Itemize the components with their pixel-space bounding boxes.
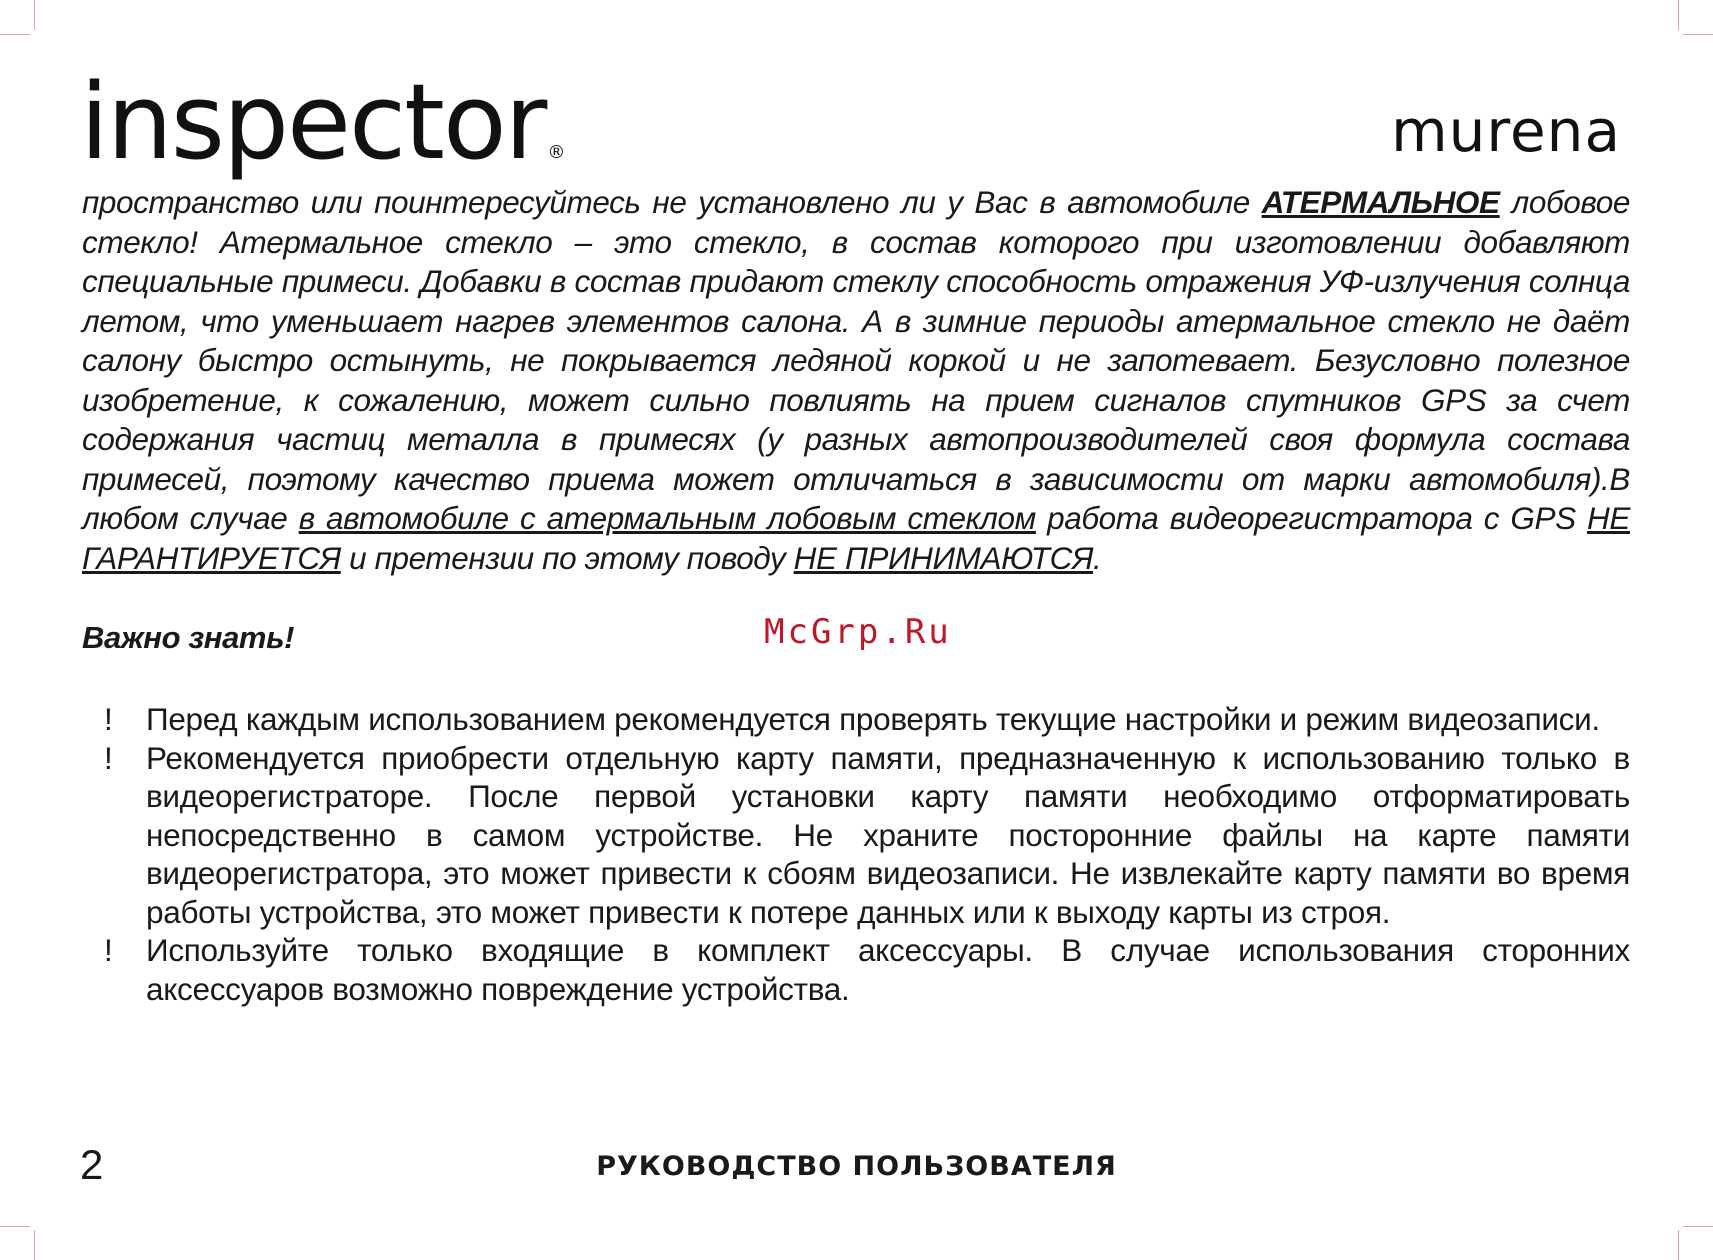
inspector-logo — [80, 61, 566, 183]
crop-mark — [1678, 0, 1679, 30]
crop-mark — [34, 1230, 35, 1260]
crop-mark — [34, 0, 35, 30]
important-notes-list — [104, 700, 1630, 1008]
exclamation-bullet: ! — [104, 701, 113, 737]
crop-mark — [1678, 1230, 1679, 1260]
not-guaranteed-phrase: НЕ ГАРАНТИРУЕТСЯ — [82, 500, 1631, 576]
list-item-text: Рекомендуется приобрести отдельную карту памяти, предназначенную к использованию только в видеорегистраторе. После первой установки карту памяти необходимо отформатировать непосредственно в самом устройстве. Не храните посторонние файлы на карте памяти видеорегистратора, это может привести к сбоям видеозаписи. Не извлекайте карту памяти во время работы устройства, это может привести к потере данных или к выходу карты из строя. — [146, 739, 1630, 930]
crop-mark — [0, 1226, 30, 1227]
list-item — [104, 739, 1630, 932]
crop-mark — [1683, 1226, 1713, 1227]
intro-text: и претензии по этому поводу — [340, 539, 794, 576]
crop-mark — [1683, 34, 1713, 35]
athermal-emphasis: АТЕРМАЛЬНОЕ — [1261, 184, 1500, 220]
intro-text: лобовое стекло! Атермальное стекло – это стекло, в состав которого при изготовлении добавляют специальные примеси. Добавки в состав придают стеклу способность отражения УФ-излучения солнца летом, что уменьшает нагрев элементов салона. А в зимние периоды атермальное стекло не даёт салону быстро остынуть, не покрывается ледяной коркой и не запотевает. Безусловно полезное изобретение, к сожалению, может сильно повлиять на прием сигналов спутников GPS за счет содержания частиц металла в примесях (у разных автопроизводителей своя формула состава примесей, поэтому качество приема может отличаться в зависимости от марки автомобиля).В любом случае — [82, 184, 1630, 536]
list-item-text: Перед каждым использованием рекомендуется проверять текущие настройки и режим видеозаписи. — [146, 701, 1600, 737]
exclamation-bullet: ! — [104, 739, 113, 776]
list-item — [104, 931, 1630, 1008]
murena-logo: murena — [1391, 97, 1621, 165]
registered-mark: ® — [547, 142, 566, 163]
list-item — [104, 700, 1630, 739]
not-accepted-phrase: НЕ ПРИНИМАЮТСЯ — [793, 539, 1094, 576]
page-number: 2 — [80, 1141, 104, 1188]
crop-mark — [0, 34, 30, 35]
footer-title: РУКОВОДСТВО ПОЛЬЗОВАТЕЛЯ — [596, 1151, 1117, 1182]
inspector-logo-text: inspector — [80, 61, 546, 183]
intro-text: . — [1093, 539, 1102, 576]
important-heading: Важно знать! — [82, 620, 295, 655]
intro-paragraph — [82, 183, 1630, 578]
intro-text: пространство или поинтересуйтесь не установлено ли у Вас в автомобиле — [82, 184, 1262, 220]
underlined-phrase: в автомобиле с атермальным лобовым стеклом — [298, 500, 1036, 536]
exclamation-bullet: ! — [104, 932, 113, 968]
list-item-text: Используйте только входящие в комплект аксессуары. В случае использования сторонних аксессуаров возможно повреждение устройства. — [146, 932, 1630, 1007]
intro-text: работа видеорегистратора с GPS — [1035, 500, 1588, 536]
watermark: McGrp.Ru — [764, 612, 952, 652]
